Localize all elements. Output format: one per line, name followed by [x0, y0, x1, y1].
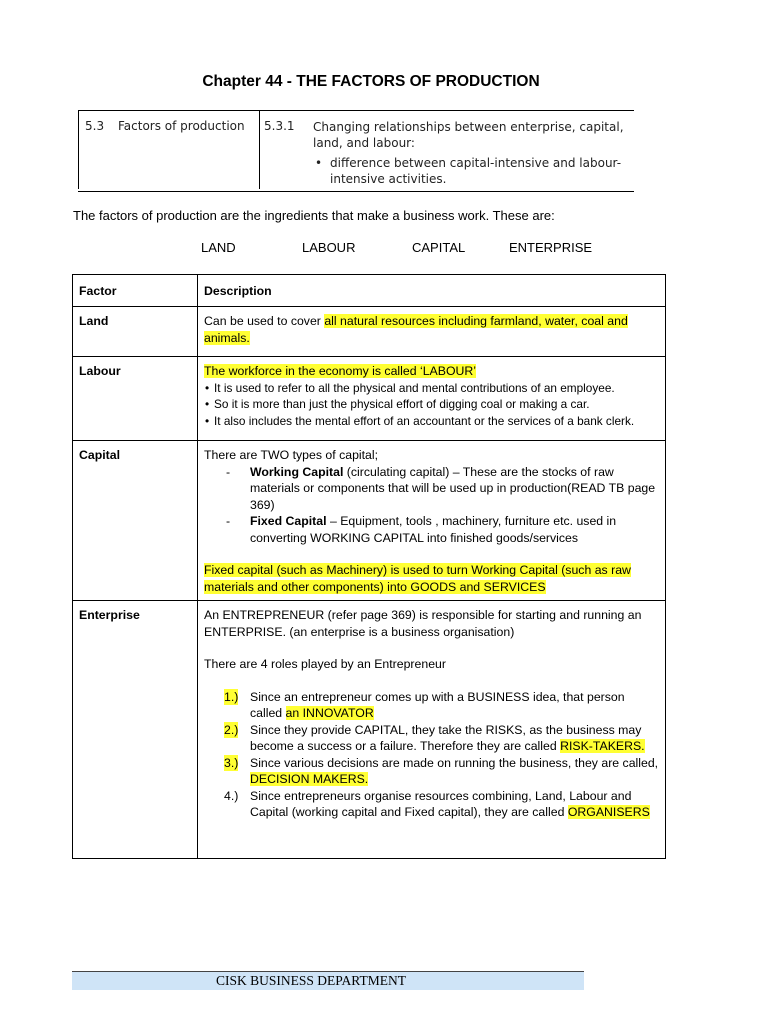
table-row-enterprise [73, 601, 666, 859]
syllabus-sub-code: 5.3.1 [264, 119, 295, 133]
bullet-icon: • [315, 156, 323, 170]
bullet-icon: • [205, 380, 210, 395]
list-item: 1.) Since an entrepreneur comes up with a BUSINESS idea, that person called an INNOVATOR [224, 689, 625, 720]
factor-name-labour: Labour [73, 357, 198, 441]
list-item: 4.) Since entrepreneurs organise resources combining, Land, Labour and Capital (working capital and Fixed capital), they are called ORGANISERS [224, 788, 650, 819]
enterprise-roles-intro: There are 4 roles played by an Entrepreneur [204, 657, 446, 671]
list-item: - Fixed Capital – Equipment, tools , machinery, furniture etc. used in converting WORKING CAPITAL into finished goods/services [226, 514, 617, 545]
syllabus-section-number: 5.3 [85, 119, 105, 133]
bullet-icon: • [205, 413, 210, 428]
table-row-land [73, 307, 666, 357]
list-item: • So it is more than just the physical effort of digging coal or making a car. [205, 397, 590, 411]
bullet-icon: • [205, 397, 210, 411]
factor-labour: LABOUR [302, 240, 356, 255]
footer-text: CISK BUSINESS DEPARTMENT [216, 973, 406, 988]
description-land [198, 307, 666, 357]
syllabus-bullet-text: difference between capital-intensive and labour-intensive activities. [330, 156, 622, 186]
header-factor: Factor [73, 275, 198, 307]
factor-land: LAND [201, 240, 236, 255]
capital-highlight: Fixed capital (such as Machinery) is used to turn Working Capital (such as raw materials and other components) into GOODS and SERVICES [204, 563, 631, 594]
syllabus-bullet [313, 155, 631, 187]
description-capital [198, 441, 666, 601]
syllabus-box [78, 110, 634, 192]
description-labour [198, 357, 666, 441]
header-description: Description [198, 275, 666, 307]
table-row-capital [73, 441, 666, 601]
factor-enterprise: ENTERPRISE [509, 240, 593, 255]
list-item: 3.) Since various decisions are made on running the business, they are called, DECISION MAKERS. [224, 755, 659, 786]
labour-highlight: The workforce in the economy is called ‘LABOUR’ [204, 364, 477, 378]
factor-name-capital: Capital [73, 441, 198, 601]
factors-table [72, 274, 666, 859]
factor-capital: CAPITAL [412, 240, 466, 255]
factor-name-land: Land [73, 307, 198, 357]
enterprise-intro: An ENTREPRENEUR (refer page 369) is responsible for starting and running an ENTERPRISE. (an enterprise is a business organisation) [204, 608, 642, 639]
capital-intro: There are TWO types of capital; [204, 448, 379, 462]
intro-text: The factors of production are the ingredients that make a business work. These are: [73, 208, 555, 223]
description-enterprise [198, 601, 666, 859]
factor-name-enterprise: Enterprise [73, 601, 198, 859]
footer-band [72, 971, 584, 990]
list-item: • It is used to refer to all the physical and mental contributions of an employee. [205, 380, 615, 395]
syllabus-section-cell [78, 111, 260, 189]
dash-icon: - [226, 464, 231, 479]
table-row-labour [73, 357, 666, 441]
syllabus-section-topic: Factors of production [118, 119, 245, 133]
list-item: • It also includes the mental effort of an accountant or the services of a bank clerk. [205, 413, 635, 428]
syllabus-sub-text: Changing relationships between enterprise, capital, land, and labour: [313, 120, 624, 150]
page-title: Chapter 44 - THE FACTORS OF PRODUCTION [202, 73, 540, 90]
land-highlight: all natural resources including farmland, water, coal and animals. [204, 314, 628, 345]
table-header-row [73, 275, 666, 307]
list-item: - Working Capital (circulating capital) – These are the stocks of raw materials or components that will be used up in production(READ TB page 369) [226, 464, 656, 512]
land-text: Can be used to cover [204, 314, 325, 328]
dash-icon: - [226, 514, 231, 528]
list-item: 2.) Since they provide CAPITAL, they take the RISKS, as the business may become a success or a failure. Therefore they are called RISK-TAKERS. [224, 722, 645, 753]
